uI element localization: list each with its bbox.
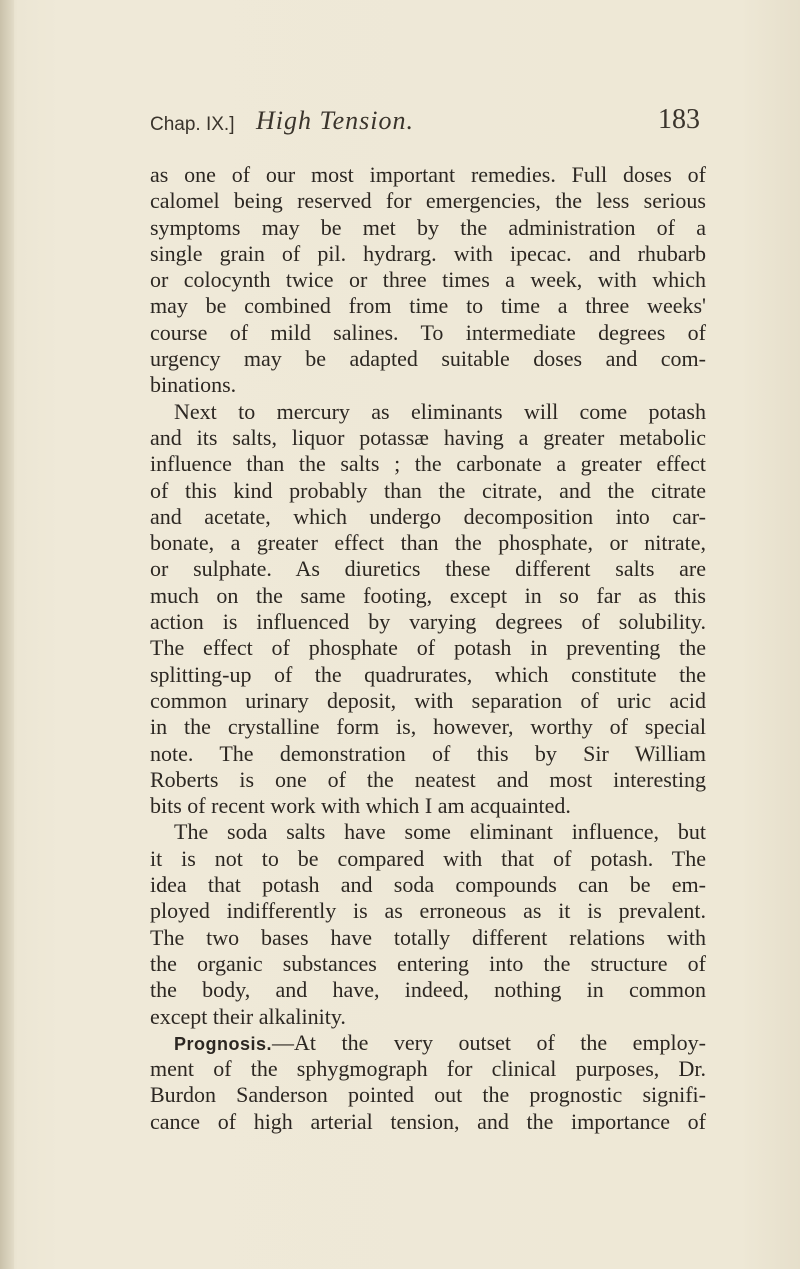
text-line: and its salts, liquor potassæ having a greater metabolic <box>150 424 706 450</box>
text-line: course of mild salines. To intermediate degrees of <box>150 319 706 345</box>
text-line: The two bases have totally different relations with <box>150 924 706 950</box>
text-line: Burdon Sanderson pointed out the prognostic signifi- <box>150 1082 706 1108</box>
text-line: single grain of pil. hydrarg. with ipecac. and rhubarb <box>150 240 706 266</box>
prognosis-first-line: —At the very outset of the employ- <box>272 1029 706 1055</box>
prognosis-heading: Prognosis. <box>174 1033 273 1054</box>
text-line: and acetate, which undergo decomposition into car- <box>150 503 706 529</box>
text-line: The effect of phosphate of potash in preventing the <box>150 635 706 661</box>
text-line: it is not to be compared with that of potash. The <box>150 845 706 871</box>
prognosis-paragraph-start <box>150 1030 706 1056</box>
body-text <box>150 162 706 1135</box>
text-line: except their alkalinity. <box>150 1003 346 1029</box>
running-title: High Tension. <box>256 106 414 135</box>
text-line: binations. <box>150 372 237 398</box>
text-line: or sulphate. As diuretics these different salts are <box>150 556 706 582</box>
text-line: the organic substances entering into the structure of <box>150 950 706 976</box>
text-line: of this kind probably than the citrate, and the citrate <box>150 477 706 503</box>
page-header <box>150 100 700 140</box>
page-gutter <box>0 0 14 1269</box>
text-line: action is influenced by varying degrees of solubility. <box>150 609 706 635</box>
text-line: ployed indifferently is as erroneous as it is prevalent. <box>150 898 706 924</box>
paragraph-start: Next to mercury as eliminants will come potash <box>174 398 706 424</box>
text-line: idea that potash and soda compounds can be em- <box>150 872 706 898</box>
text-line: calomel being reserved for emergencies, the less serious <box>150 188 706 214</box>
text-line: as one of our most important remedies. Full doses of <box>150 162 706 187</box>
text-line: bits of recent work with which I am acquainted. <box>150 793 571 819</box>
text-line: may be combined from time to time a three weeks' <box>150 293 706 319</box>
text-line: ment of the sphygmograph for clinical purposes, Dr. <box>150 1056 706 1082</box>
text-line: Roberts is one of the neatest and most interesting <box>150 766 706 792</box>
text-line: in the crystalline form is, however, worthy of special <box>150 714 706 740</box>
text-line: or colocynth twice or three times a week, with which <box>150 267 706 293</box>
text-line: the body, and have, indeed, nothing in common <box>150 977 706 1003</box>
text-line: bonate, a greater effect than the phosphate, or nitrate, <box>150 530 706 556</box>
paragraph-start: The soda salts have some eliminant influence, but <box>174 819 706 845</box>
text-line: common urinary deposit, with separation of uric acid <box>150 687 706 713</box>
text-line: urgency may be adapted suitable doses and com- <box>150 346 706 372</box>
chapter-label: Chap. IX.] <box>150 114 235 135</box>
text-line: much on the same footing, except in so far as this <box>150 582 706 608</box>
page-number: 183 <box>658 104 700 135</box>
text-line: note. The demonstration of this by Sir William <box>150 740 706 766</box>
text-line: symptoms may be met by the administration of a <box>150 214 706 240</box>
text-line: influence than the salts ; the carbonate a greater effect <box>150 451 706 477</box>
text-line: cance of high arterial tension, and the importance of <box>150 1108 706 1134</box>
text-line: splitting-up of the quadrurates, which constitute the <box>150 661 706 687</box>
